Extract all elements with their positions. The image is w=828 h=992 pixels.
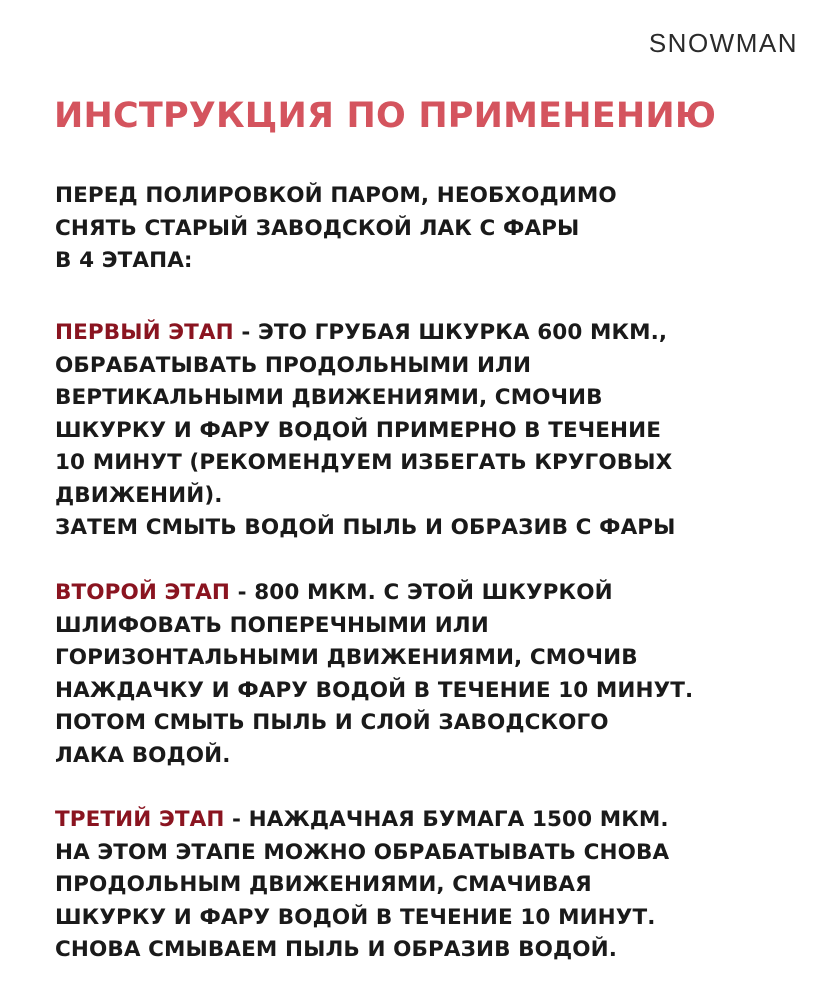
page-title: ИНСТРУКЦИЯ ПО ПРИМЕНЕНИЮ (54, 96, 717, 136)
intro-line: В 4 ЭТАПА: (55, 248, 193, 273)
stage-3-line: СНОВА СМЫВАЕМ ПЫЛЬ И ОБРАЗИВ ВОДОЙ. (55, 937, 618, 962)
stage-2-line: ШЛИФОВАТЬ ПОПЕРЕЧНЫМИ ИЛИ (55, 612, 489, 638)
stage-1-line: ШКУРКУ И ФАРУ ВОДОЙ ПРИМЕРНО В ТЕЧЕНИЕ (55, 417, 662, 443)
stage-2-label: ВТОРОЙ ЭТАП (55, 580, 231, 605)
stage-2-line: ПОТОМ СМЫТЬ ПЫЛЬ И СЛОЙ ЗАВОДСКОГО (55, 710, 609, 735)
stage-1-line: ДВИЖЕНИЙ). (55, 482, 223, 508)
stage-1-line: ОБРАБАТЫВАТЬ ПРОДОЛЬНЫМИ ИЛИ (55, 352, 532, 378)
stage-3-label: ТРЕТИЙ ЭТАП (55, 807, 225, 832)
stage-1-label: ПЕРВЫЙ ЭТАП (55, 320, 234, 345)
stage-2-line: ЛАКА ВОДОЙ. (55, 742, 231, 768)
stage-3-line: ШКУРКУ И ФАРУ ВОДОЙ В ТЕЧЕНИЕ 10 МИНУТ. (55, 904, 656, 930)
stage-3-first-line (55, 804, 815, 837)
stage-1-first-line-text: - ЭТО ГРУБАЯ ШКУРКА 600 МКМ., (233, 320, 668, 345)
stage-1-paragraph (55, 317, 815, 545)
stage-3-line: ПРОДОЛЬНЫМ ДВИЖЕНИЯМИ, СМАЧИВАЯ (55, 872, 592, 897)
stage-1-first-line (55, 317, 815, 350)
stage-3-line: НА ЭТОМ ЭТАПЕ МОЖНО ОБРАБАТЫВАТЬ СНОВА (55, 839, 670, 865)
stage-3-paragraph (55, 804, 815, 967)
brand-logo: SNOWMAN (648, 28, 798, 58)
stage-2-line: НАЖДАЧКУ И ФАРУ ВОДОЙ В ТЕЧЕНИЕ 10 МИНУТ. (55, 677, 694, 703)
stage-2-paragraph (55, 577, 815, 772)
stage-2-line: ГОРИЗОНТАЛЬНЫМИ ДВИЖЕНИЯМИ, СМОЧИВ (55, 645, 638, 670)
intro-paragraph (55, 180, 815, 278)
stage-1-line: 10 МИНУТ (РЕКОМЕНДУЕМ ИЗБЕГАТЬ КРУГОВЫХ (55, 450, 673, 475)
stage-2-first-line (55, 577, 815, 610)
intro-line: ПЕРЕД ПОЛИРОВКОЙ ПАРОМ, НЕОБХОДИМО (55, 183, 617, 208)
stage-1-line: ЗАТЕМ СМЫТЬ ВОДОЙ ПЫЛЬ И ОБРАЗИВ С ФАРЫ (55, 515, 676, 540)
stage-2-first-line-text: - 800 МКМ. С ЭТОЙ ШКУРКОЙ (230, 580, 613, 605)
intro-line: СНЯТЬ СТАРЫЙ ЗАВОДСКОЙ ЛАК С ФАРЫ (55, 215, 580, 241)
stage-3-first-line-text: - НАЖДАЧНАЯ БУМАГА 1500 МКМ. (224, 807, 669, 832)
stage-1-line: ВЕРТИКАЛЬНЫМИ ДВИЖЕНИЯМИ, СМОЧИВ (55, 385, 603, 410)
